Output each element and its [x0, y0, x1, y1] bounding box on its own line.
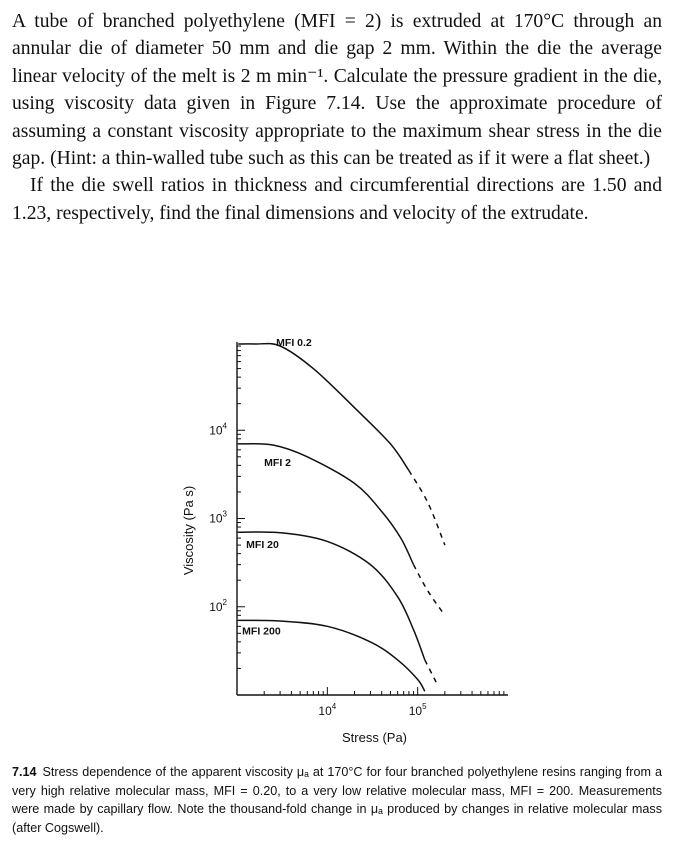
y-tick-label: $10^3$ [209, 509, 227, 526]
x-tick-label: $10^4$ [318, 702, 337, 718]
figure-number: 7.14 [12, 765, 37, 779]
series-label-mfi-200: MFI 200 [242, 625, 281, 638]
series-label-mfi-2: MFI 2 [264, 456, 292, 469]
y-tick-label: $10^2$ [209, 597, 227, 614]
y-axis-title: Viscosity (Pa s) [181, 485, 196, 576]
x-tick-label: $10^5$ [408, 702, 427, 718]
curve-mfi-20-extrapolated [425, 660, 436, 682]
curve-mfi-2-extrapolated [414, 565, 445, 616]
chart-curves [238, 344, 445, 692]
curve-mfi-0-2-extrapolated [409, 471, 445, 546]
problem-paragraph-2: If the die swell ratios in thickness and circumferential directions are 1.50 and 1.23, respectively, find the final dimensions and velocity of the extrudate. [12, 175, 662, 224]
figure-caption [12, 763, 662, 837]
problem-paragraph-1: A tube of branched polyethylene (MFI = 2) is extruded at 170°C through an annular die of diameter 50 mm and die gap 2 mm. Within the die the average linear velocity of the melt is 2 m min⁻¹. Calculate the pressure gradient in the die, using viscosity data given in Figure 7.14. Use the approximate procedure of assuming a constant viscosity appropriate to the maximum shear stress in the die gap. (Hint: a thin-walled tube such as this can be treated as if it were a flat sheet.) [12, 11, 662, 170]
chart-labels [181, 337, 427, 745]
chart-axes [237, 342, 508, 695]
curve-mfi-0-2 [238, 344, 409, 471]
viscosity-stress-chart [0, 330, 673, 750]
y-tick-label: $10^4$ [209, 421, 227, 438]
series-label-mfi-0-2: MFI 0.2 [276, 336, 312, 349]
x-axis-title: Stress (Pa) [341, 730, 408, 745]
series-label-mfi-20: MFI 20 [246, 539, 279, 552]
figure-caption-text: Stress dependence of the apparent viscosity μₐ at 170°C for four branched polyethylene resins ranging from a very high relative molecular mass, MFI = 0.20, to a very low relative molecular mass, MFI = 200. Measurements were made by capillary flow. Note the thousand-fold change in μₐ produced by changes in relative molecular mass (after Cogswell). [12, 765, 662, 835]
problem-text [12, 8, 662, 227]
